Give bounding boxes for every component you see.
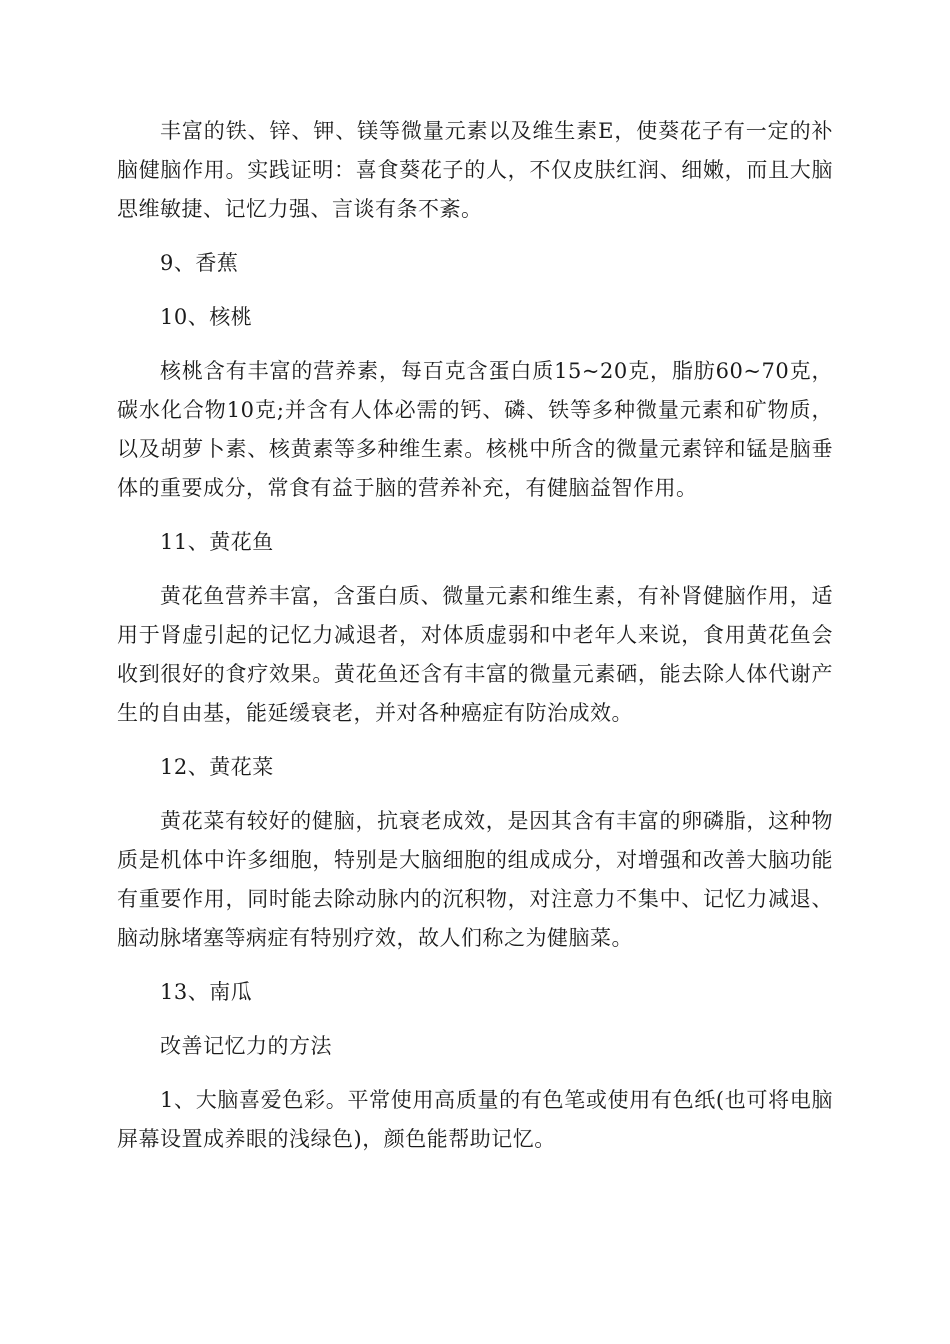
heading-memory-methods: 改善记忆力的方法 <box>160 1034 332 1058</box>
heading-yellow-croaker: 11、黄花鱼 <box>160 530 274 554</box>
paragraph-sunflower-seeds: 丰富的铁、锌、钾、镁等微量元素以及维生素E，使葵花子有一定的补脑健脑作用。实践证明：喜食葵花子的人，不仅皮肤红润、细嫩，而且大脑思维敏捷、记忆力强、言谈有条不紊。 <box>117 119 833 221</box>
heading-daylily: 12、黄花菜 <box>160 755 274 779</box>
heading-banana: 9、香蕉 <box>160 251 239 275</box>
document-body <box>117 112 833 1174</box>
paragraph-memory-method-1: 1、大脑喜爱色彩。平常使用高质量的有色笔或使用有色纸(也可将电脑屏幕设置成养眼的浅绿色)，颜色能帮助记忆。 <box>117 1088 833 1151</box>
heading-walnut: 10、核桃 <box>160 305 253 329</box>
heading-pumpkin: 13、南瓜 <box>160 980 253 1004</box>
paragraph-daylily: 黄花菜有较好的健脑，抗衰老成效，是因其含有丰富的卵磷脂，这种物质是机体中许多细胞，特别是大脑细胞的组成成分，对增强和改善大脑功能有重要作用，同时能去除动脉内的沉积物，对注意力不集中、记忆力减退、脑动脉堵塞等病症有特别疗效，故人们称之为健脑菜。 <box>117 809 833 950</box>
paragraph-walnut: 核桃含有丰富的营养素，每百克含蛋白质15~20克，脂肪60~70克，碳水化合物10克;并含有人体必需的钙、磷、铁等多种微量元素和矿物质，以及胡萝卜素、核黄素等多种维生素。核桃中所含的微量元素锌和锰是脑垂体的重要成分，常食有益于脑的营养补充，有健脑益智作用。 <box>117 359 833 500</box>
paragraph-yellow-croaker: 黄花鱼营养丰富，含蛋白质、微量元素和维生素，有补肾健脑作用，适用于肾虚引起的记忆力减退者，对体质虚弱和中老年人来说，食用黄花鱼会收到很好的食疗效果。黄花鱼还含有丰富的微量元素硒，能去除人体代谢产生的自由基，能延缓衰老，并对各种癌症有防治成效。 <box>117 584 833 725</box>
